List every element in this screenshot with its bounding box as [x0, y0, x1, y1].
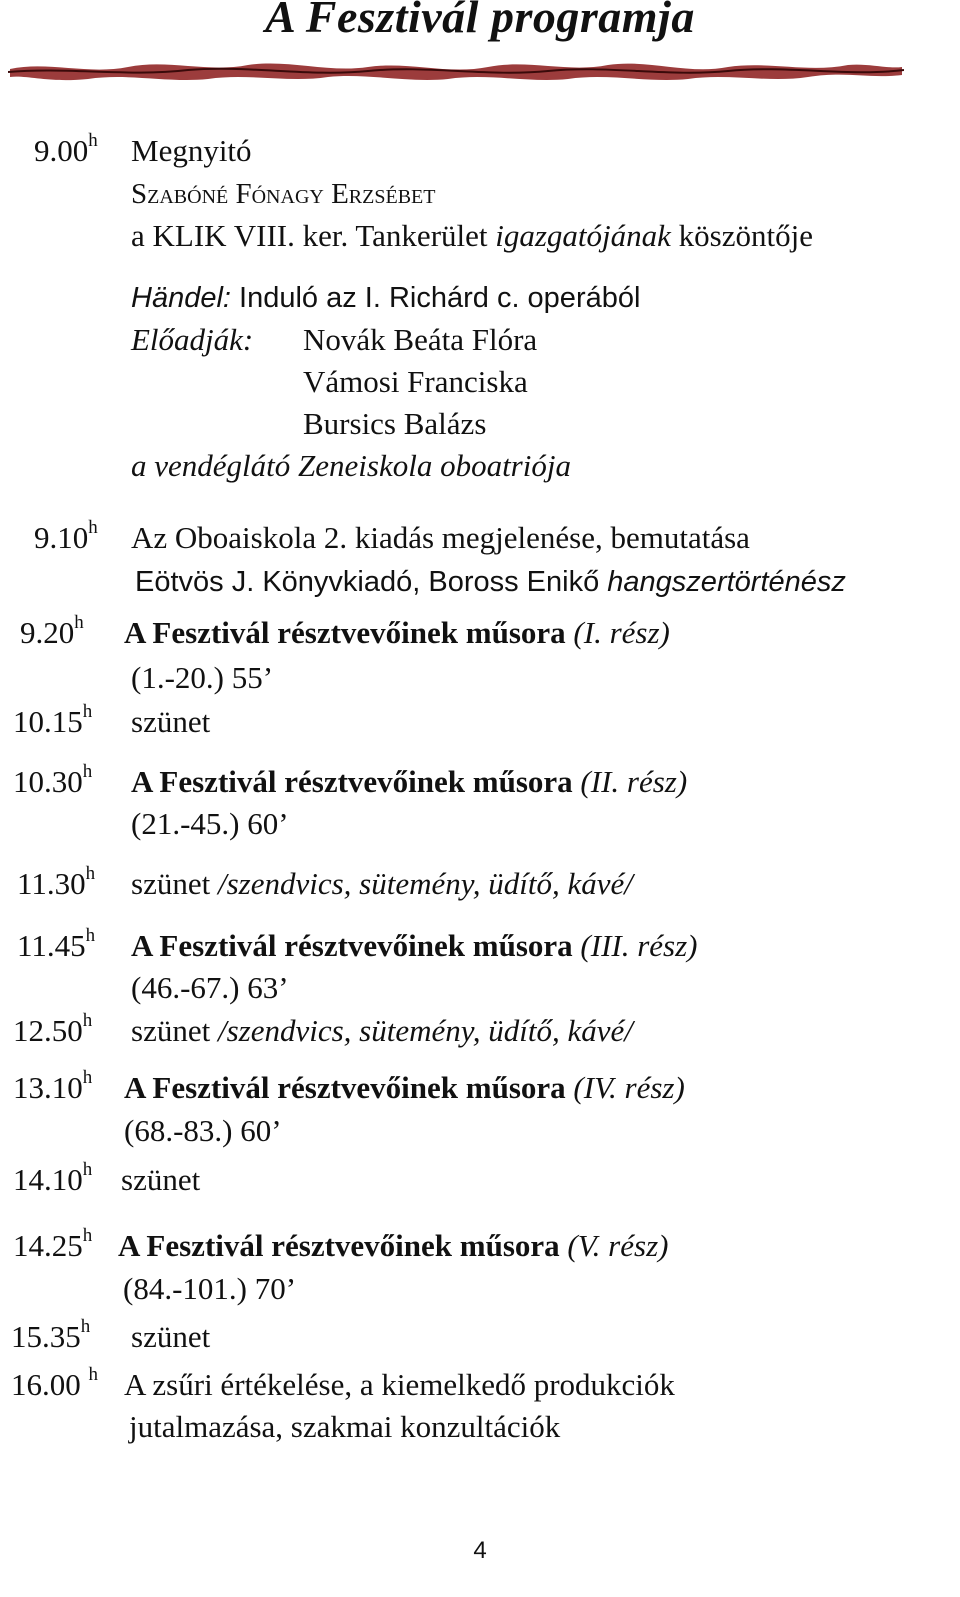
- time-16-00: 16.00 $^h$: [11, 1363, 98, 1402]
- time-9-10: 9.10$^h$: [34, 516, 98, 555]
- performers-label: Előadják:: [131, 322, 254, 357]
- program-part-2: A Fesztivál résztvevőinek műsora (II. rész): [131, 764, 688, 799]
- performer-1: Novák Beáta Flóra: [303, 322, 538, 357]
- program-part-4-range: (68.-83.) 60’: [124, 1113, 282, 1148]
- program-part-1-range: (1.-20.) 55’: [131, 660, 274, 695]
- performer-2: Vámosi Franciska: [303, 364, 528, 399]
- break-1: szünet: [131, 704, 211, 739]
- program-part-2-range: (21.-45.) 60’: [131, 806, 289, 841]
- time-10-15: 10.15$^h$: [13, 700, 93, 739]
- program-part-1: A Fesztivál résztvevőinek műsora (I. rész): [124, 615, 670, 650]
- program-part-4: A Fesztivál résztvevőinek műsora (IV. rész): [124, 1070, 685, 1105]
- time-9-00: 9.00$^h$: [34, 129, 98, 168]
- performer-3: Bursics Balázs: [303, 406, 487, 441]
- jury-evaluation: A zsűri értékelése, a kiemelkedő produkciók: [124, 1367, 675, 1402]
- break-5: szünet: [131, 1319, 211, 1354]
- speaker-role: a KLIK VIII. ker. Tankerület igazgatójának köszöntője: [131, 218, 813, 253]
- time-14-25: 14.25$^h$: [13, 1224, 93, 1263]
- page-title: A Fesztivál programja: [265, 0, 695, 42]
- host-school: a vendéglátó Zeneiskola oboatriója: [131, 448, 571, 483]
- speaker-name: Szabóné Fónagy Erzsébet: [131, 178, 436, 210]
- opening-label: Megnyitó: [131, 133, 252, 168]
- program-part-5: A Fesztivál résztvevőinek műsora (V. rész): [118, 1228, 669, 1263]
- break-4: szünet: [121, 1162, 201, 1197]
- book-presentation: Az Oboaiskola 2. kiadás megjelenése, bemutatása: [131, 520, 750, 555]
- time-13-10: 13.10$^h$: [13, 1066, 93, 1105]
- page-number: 4: [473, 1537, 487, 1564]
- handel-line: Händel: Induló az I. Richárd c. operából: [131, 282, 641, 314]
- time-15-35: 15.35$^h$: [11, 1315, 91, 1354]
- jury-evaluation-cont: jutalmazása, szakmai konzultációk: [129, 1409, 561, 1444]
- time-11-45: 11.45$^h$: [17, 924, 96, 963]
- decorative-divider: [8, 55, 904, 85]
- publisher-line: Eötvös J. Könyvkiadó, Boross Enikő hangszertörténész: [135, 566, 846, 598]
- time-11-30: 11.30$^h$: [17, 862, 96, 901]
- break-3: szünet /szendvics, sütemény, üdítő, kávé/: [131, 1013, 633, 1048]
- program-part-3: A Fesztivál résztvevőinek műsora (III. rész): [131, 928, 698, 963]
- program-part-5-range: (84.-101.) 70’: [123, 1271, 297, 1306]
- time-12-50: 12.50$^h$: [13, 1009, 93, 1048]
- time-10-30: 10.30$^h$: [13, 760, 93, 799]
- time-14-10: 14.10$^h$: [13, 1158, 93, 1197]
- program-part-3-range: (46.-67.) 63’: [131, 970, 289, 1005]
- break-2: szünet /szendvics, sütemény, üdítő, kávé/: [131, 866, 633, 901]
- time-9-20: 9.20$^h$: [20, 611, 84, 650]
